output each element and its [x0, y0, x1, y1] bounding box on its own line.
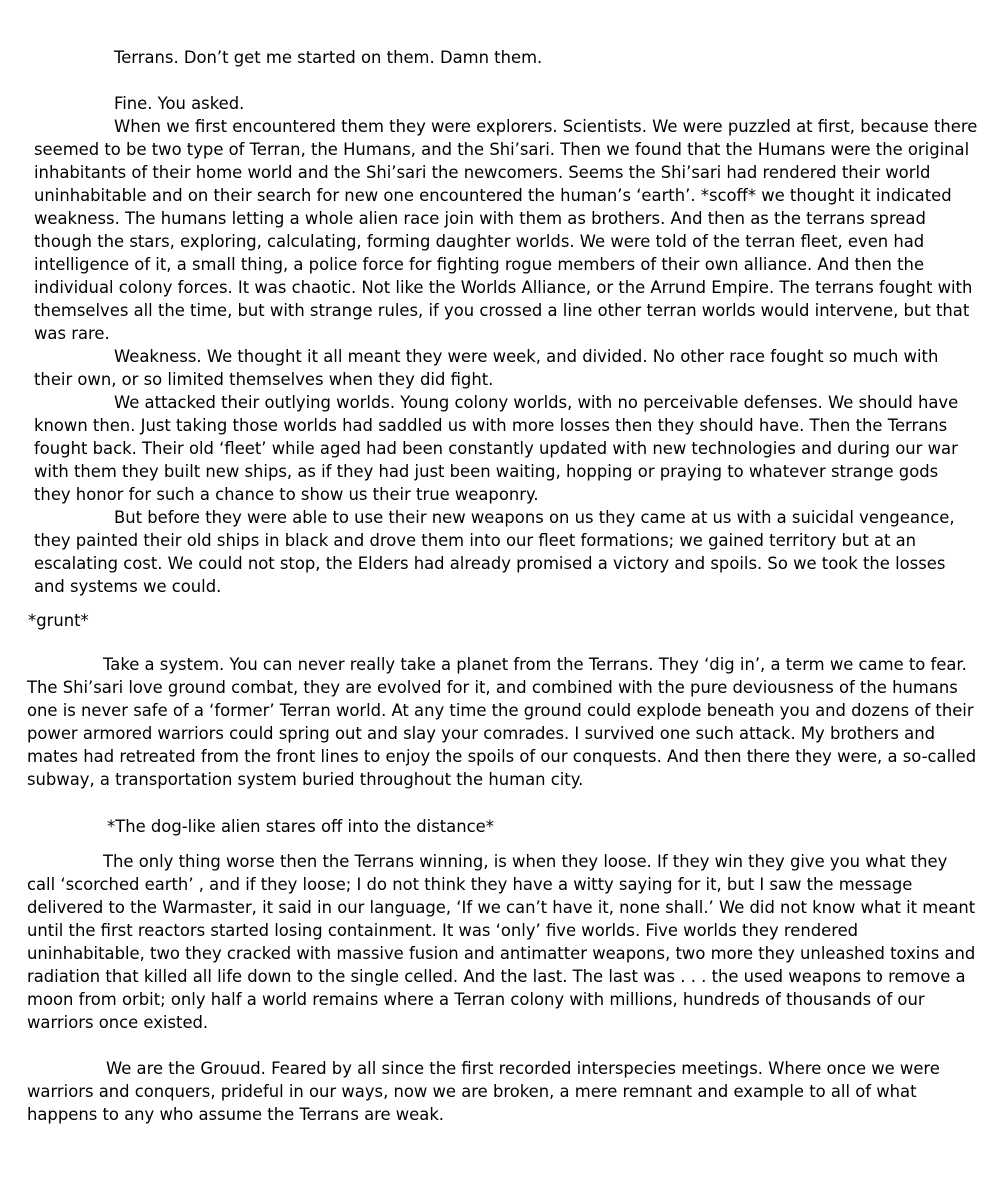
stage-direction: *The dog-like alien stares off into the distance*: [107, 817, 494, 836]
paragraph-take-a-system: Take a system. You can never really take a planet from the Terrans. They ‘dig in’, a term we came to fear. The Shi’sari love ground combat, they are evolved for it, and combined with the pure deviousness of the humans one is never safe of a ‘former’ Terran world. At any time the ground could explode beneath you and dozens of their power armored warriors could spring out and slay your comrades. I survived one such attack. My brothers and mates had retreated from the front lines to enjoy the spoils of our conquests. And then there they were, a so-called subway, a transportation system buried throughout the human city.: [27, 655, 977, 789]
paragraph-scorched-earth: The only thing worse then the Terrans winning, is when they loose. If they win they give you what they call ‘scorched earth’ , and if they loose; I do not think they have a witty saying for it, but I saw the message delivered to the Warmaster, it said in our language, ‘If we can’t have it, none shall.’ We did not know what it meant until the first reactors started losing containment. It was ‘only’ five worlds. Five worlds they rendered uninhabitable, two they cracked with massive fusion and antimatter weapons, two more they unleashed toxins and radiation that killed all life down to the single celled. And the last. The last was . . . the used weapons to remove a moon from orbit; only half a world remains where a Terran colony with millions, hundreds of thousands of our warriors once existed.: [27, 852, 976, 1032]
opening-line: Terrans. Don’t get me started on them. Damn them.: [114, 48, 543, 67]
paragraph-suicidal-vengeance: But before they were able to use their new weapons on us they came at us with a suicidal vengeance, they painted their old ships in black and drove them into our fleet formations; we gained territory but at an escalating cost. We could not stop, the Elders had already promised a victory and spoils. So we took the losses and systems we could.: [34, 508, 955, 596]
fine-line: Fine. You asked.: [114, 94, 245, 113]
paragraph-outlying-worlds: We attacked their outlying worlds. Young colony worlds, with no perceivable defenses. We should have known then. Just taking those worlds had saddled us with more losses then they should have. Then the Terrans fought back. Their old ‘fleet’ while aged had been constantly updated with new technologies and during our war with them they built new ships, as if they had just been waiting, hopping or praying to whatever strange gods they honor for such a chance to show us their true weaponry.: [34, 393, 959, 504]
paragraph-the-grouud: We are the Grouud. Feared by all since the first recorded interspecies meetings. Where once we were warriors and conquers, prideful in our ways, now we are broken, a mere remnant and example to all of what happens to any who assume the Terrans are weak.: [27, 1059, 940, 1124]
paragraph-weakness: Weakness. We thought it all meant they were week, and divided. No other race fought so much with their own, or so limited themselves when they did fight.: [34, 347, 939, 389]
grunt-line: *grunt*: [28, 611, 89, 630]
paragraph-first-encounter: When we first encountered them they were explorers. Scientists. We were puzzled at first, because there seemed to be two type of Terran, the Humans, and the Shi’sari. Then we found that the Humans were the original inhabitants of their home world and the Shi’sari the newcomers. Seems the Shi’sari had rendered their world uninhabitable and on their search for new one encountered the human’s ‘earth’. *scoff* we thought it indicated weakness. The humans letting a whole alien race join with them as brothers. And then as the terrans spread though the stars, exploring, calculating, forming daughter worlds. We were told of the terran fleet, even had intelligence of it, a small thing, a police force for fighting rogue members of their own alliance. And then the individual colony forces. It was chaotic. Not like the Worlds Alliance, or the Arrund Empire. The terrans fought with themselves all the time, but with strange rules, if you crossed a line other terran worlds would intervene, but that was rare.: [34, 117, 978, 343]
